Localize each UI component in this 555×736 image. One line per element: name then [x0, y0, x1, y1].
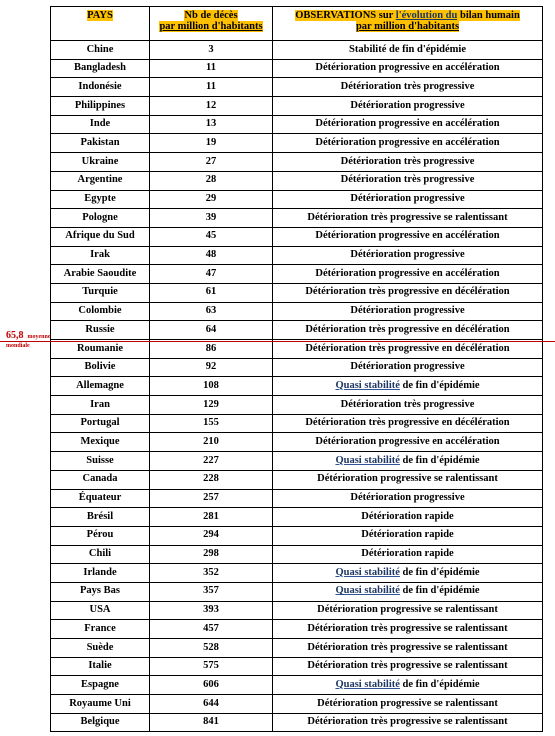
- cell-deaths: 3: [150, 41, 273, 60]
- table-row: [51, 620, 543, 639]
- cell-country: Arabie Saoudite: [51, 265, 150, 284]
- header-country-label: PAYS: [87, 10, 113, 21]
- cell-deaths: 61: [150, 283, 273, 302]
- world-average-label: [6, 329, 51, 349]
- cell-observation: Détérioration très progressive se ralentissant: [273, 713, 543, 732]
- cell-observation: [273, 377, 543, 396]
- cell-country: Pays Bas: [51, 582, 150, 601]
- table-row: [51, 639, 543, 658]
- cell-country: Chili: [51, 545, 150, 564]
- quasi-stability-text: Quasi stabilité: [335, 566, 400, 578]
- cell-observation: Détérioration très progressive en décélération: [273, 414, 543, 433]
- cell-deaths: 13: [150, 115, 273, 134]
- cell-observation: Détérioration rapide: [273, 526, 543, 545]
- cell-deaths: 393: [150, 601, 273, 620]
- cell-observation: Détérioration très progressive se ralentissant: [273, 209, 543, 228]
- cell-deaths: 357: [150, 582, 273, 601]
- cell-country: Bangladesh: [51, 59, 150, 78]
- observation-rest-text: de fin d'épidémie: [399, 379, 480, 391]
- header-country: [51, 7, 150, 41]
- world-average-text-line1: moyenne: [27, 334, 51, 340]
- cell-observation: Détérioration progressive se ralentissant: [273, 470, 543, 489]
- cell-deaths: 294: [150, 526, 273, 545]
- cell-observation: Stabilité de fin d'épidémie: [273, 41, 543, 60]
- quasi-stability-text: Quasi stabilité: [335, 454, 400, 466]
- table-row: [51, 713, 543, 732]
- cell-observation: Détérioration très progressive: [273, 153, 543, 172]
- cell-country: Équateur: [51, 489, 150, 508]
- table-row: [51, 452, 543, 471]
- cell-country: Belgique: [51, 713, 150, 732]
- table-row: [51, 246, 543, 265]
- covid-death-table-container: [50, 6, 542, 732]
- cell-observation: Détérioration progressive en accélération: [273, 433, 543, 452]
- cell-observation: Détérioration très progressive en décélération: [273, 283, 543, 302]
- cell-country: Afrique du Sud: [51, 227, 150, 246]
- observation-rest-text: de fin d'épidémie: [399, 678, 480, 690]
- cell-observation: Détérioration progressive en accélération: [273, 227, 543, 246]
- cell-deaths: 606: [150, 676, 273, 695]
- header-deaths-line1: Nb de décès: [184, 10, 238, 21]
- cell-observation: Détérioration progressive: [273, 190, 543, 209]
- cell-deaths: 29: [150, 190, 273, 209]
- cell-deaths: 457: [150, 620, 273, 639]
- table-row: [51, 657, 543, 676]
- cell-country: France: [51, 620, 150, 639]
- cell-country: Egypte: [51, 190, 150, 209]
- cell-country: Inde: [51, 115, 150, 134]
- cell-country: Italie: [51, 657, 150, 676]
- cell-observation: [273, 582, 543, 601]
- table-body: [51, 41, 543, 732]
- cell-deaths: 210: [150, 433, 273, 452]
- table-row: [51, 190, 543, 209]
- cell-deaths: 841: [150, 713, 273, 732]
- world-average-value: 65,8: [6, 330, 24, 341]
- cell-country: Irlande: [51, 564, 150, 583]
- table-row: [51, 508, 543, 527]
- cell-country: Iran: [51, 396, 150, 415]
- table-row: [51, 470, 543, 489]
- cell-observation: Détérioration progressive: [273, 358, 543, 377]
- cell-country: Indonésie: [51, 78, 150, 97]
- cell-observation: [273, 676, 543, 695]
- cell-deaths: 12: [150, 97, 273, 116]
- cell-country: Espagne: [51, 676, 150, 695]
- header-deaths-line2: par million d'habitants: [159, 21, 263, 32]
- table-row: [51, 414, 543, 433]
- cell-deaths: 644: [150, 695, 273, 714]
- cell-observation: Détérioration très progressive se ralentissant: [273, 639, 543, 658]
- cell-country: Brésil: [51, 508, 150, 527]
- table-row: [51, 358, 543, 377]
- cell-deaths: 155: [150, 414, 273, 433]
- cell-country: Pakistan: [51, 134, 150, 153]
- cell-country: Pologne: [51, 209, 150, 228]
- cell-country: Pérou: [51, 526, 150, 545]
- observation-rest-text: de fin d'épidémie: [399, 585, 480, 597]
- table-row: [51, 396, 543, 415]
- cell-deaths: 129: [150, 396, 273, 415]
- quasi-stability-text: Quasi stabilité: [335, 379, 400, 391]
- table-row: [51, 564, 543, 583]
- table-row: [51, 545, 543, 564]
- cell-country: Suisse: [51, 452, 150, 471]
- cell-country: Portugal: [51, 414, 150, 433]
- cell-deaths: 11: [150, 59, 273, 78]
- header-observations: [273, 7, 543, 41]
- observation-rest-text: de fin d'épidémie: [399, 566, 480, 578]
- table-row: [51, 433, 543, 452]
- cell-observation: Détérioration rapide: [273, 545, 543, 564]
- cell-observation: Détérioration très progressive: [273, 396, 543, 415]
- cell-observation: Détérioration très progressive: [273, 171, 543, 190]
- cell-observation: Détérioration très progressive en décélération: [273, 340, 543, 359]
- cell-deaths: 39: [150, 209, 273, 228]
- world-average-line: [0, 341, 555, 342]
- table-header-row: [51, 7, 543, 41]
- cell-country: Turquie: [51, 283, 150, 302]
- cell-observation: Détérioration très progressive se ralentissant: [273, 620, 543, 639]
- cell-country: Royaume Uni: [51, 695, 150, 714]
- cell-observation: Détérioration rapide: [273, 508, 543, 527]
- cell-deaths: 228: [150, 470, 273, 489]
- header-obs-line2: par million d'habitants: [355, 21, 460, 32]
- cell-country: Chine: [51, 41, 150, 60]
- cell-observation: Détérioration très progressive: [273, 78, 543, 97]
- cell-deaths: 298: [150, 545, 273, 564]
- cell-deaths: 19: [150, 134, 273, 153]
- cell-deaths: 47: [150, 265, 273, 284]
- covid-death-table: [50, 6, 543, 732]
- cell-observation: Détérioration progressive en accélération: [273, 115, 543, 134]
- cell-country: Philippines: [51, 97, 150, 116]
- cell-deaths: 92: [150, 358, 273, 377]
- header-deaths: [150, 7, 273, 41]
- table-row: [51, 526, 543, 545]
- cell-deaths: 227: [150, 452, 273, 471]
- table-row: [51, 676, 543, 695]
- cell-country: Irak: [51, 246, 150, 265]
- cell-observation: Détérioration progressive se ralentissant: [273, 695, 543, 714]
- cell-country: Bolivie: [51, 358, 150, 377]
- table-row: [51, 78, 543, 97]
- observation-rest-text: de fin d'épidémie: [399, 454, 480, 466]
- cell-deaths: 281: [150, 508, 273, 527]
- cell-observation: Détérioration très progressive se ralentissant: [273, 657, 543, 676]
- cell-deaths: 45: [150, 227, 273, 246]
- cell-deaths: 108: [150, 377, 273, 396]
- table-row: [51, 283, 543, 302]
- table-row: [51, 601, 543, 620]
- cell-observation: Détérioration progressive se ralentissant: [273, 601, 543, 620]
- cell-country: USA: [51, 601, 150, 620]
- cell-country: Allemagne: [51, 377, 150, 396]
- cell-observation: Détérioration progressive: [273, 489, 543, 508]
- world-average-text-line2: mondiale: [6, 343, 30, 349]
- table-row: [51, 209, 543, 228]
- quasi-stability-text: Quasi stabilité: [335, 678, 400, 690]
- cell-country: Mexique: [51, 433, 150, 452]
- table-row: [51, 695, 543, 714]
- cell-deaths: 64: [150, 321, 273, 340]
- table-row: [51, 265, 543, 284]
- table-row: [51, 377, 543, 396]
- header-obs-part3: du: [443, 10, 458, 21]
- cell-deaths: 575: [150, 657, 273, 676]
- cell-deaths: 11: [150, 78, 273, 97]
- cell-country: Argentine: [51, 171, 150, 190]
- cell-deaths: 257: [150, 489, 273, 508]
- table-row: [51, 59, 543, 78]
- cell-observation: Détérioration progressive en accélération: [273, 59, 543, 78]
- cell-deaths: 352: [150, 564, 273, 583]
- cell-country: Colombie: [51, 302, 150, 321]
- table-row: [51, 227, 543, 246]
- table-row: [51, 302, 543, 321]
- table-row: [51, 489, 543, 508]
- cell-observation: Détérioration progressive en accélération: [273, 134, 543, 153]
- table-row: [51, 171, 543, 190]
- cell-observation: [273, 564, 543, 583]
- cell-observation: Détérioration progressive en accélération: [273, 265, 543, 284]
- cell-deaths: 27: [150, 153, 273, 172]
- table-row: [51, 582, 543, 601]
- header-obs-part2: l'évolution: [395, 10, 444, 21]
- cell-country: Ukraine: [51, 153, 150, 172]
- table-row: [51, 134, 543, 153]
- cell-country: Canada: [51, 470, 150, 489]
- table-row: [51, 115, 543, 134]
- cell-country: Suède: [51, 639, 150, 658]
- table-row: [51, 97, 543, 116]
- cell-deaths: 86: [150, 340, 273, 359]
- cell-observation: [273, 452, 543, 471]
- cell-observation: Détérioration progressive: [273, 97, 543, 116]
- cell-deaths: 63: [150, 302, 273, 321]
- cell-deaths: 28: [150, 171, 273, 190]
- cell-observation: Détérioration très progressive en décélération: [273, 321, 543, 340]
- cell-country: Roumanie: [51, 340, 150, 359]
- cell-observation: Détérioration progressive: [273, 302, 543, 321]
- cell-observation: Détérioration progressive: [273, 246, 543, 265]
- table-row: [51, 340, 543, 359]
- table-row: [51, 41, 543, 60]
- table-row: [51, 321, 543, 340]
- cell-deaths: 528: [150, 639, 273, 658]
- table-row: [51, 153, 543, 172]
- header-obs-part1: OBSERVATIONS sur: [295, 10, 396, 21]
- cell-country: Russie: [51, 321, 150, 340]
- cell-deaths: 48: [150, 246, 273, 265]
- header-obs-part4: bilan humain: [457, 10, 520, 21]
- quasi-stability-text: Quasi stabilité: [335, 585, 400, 597]
